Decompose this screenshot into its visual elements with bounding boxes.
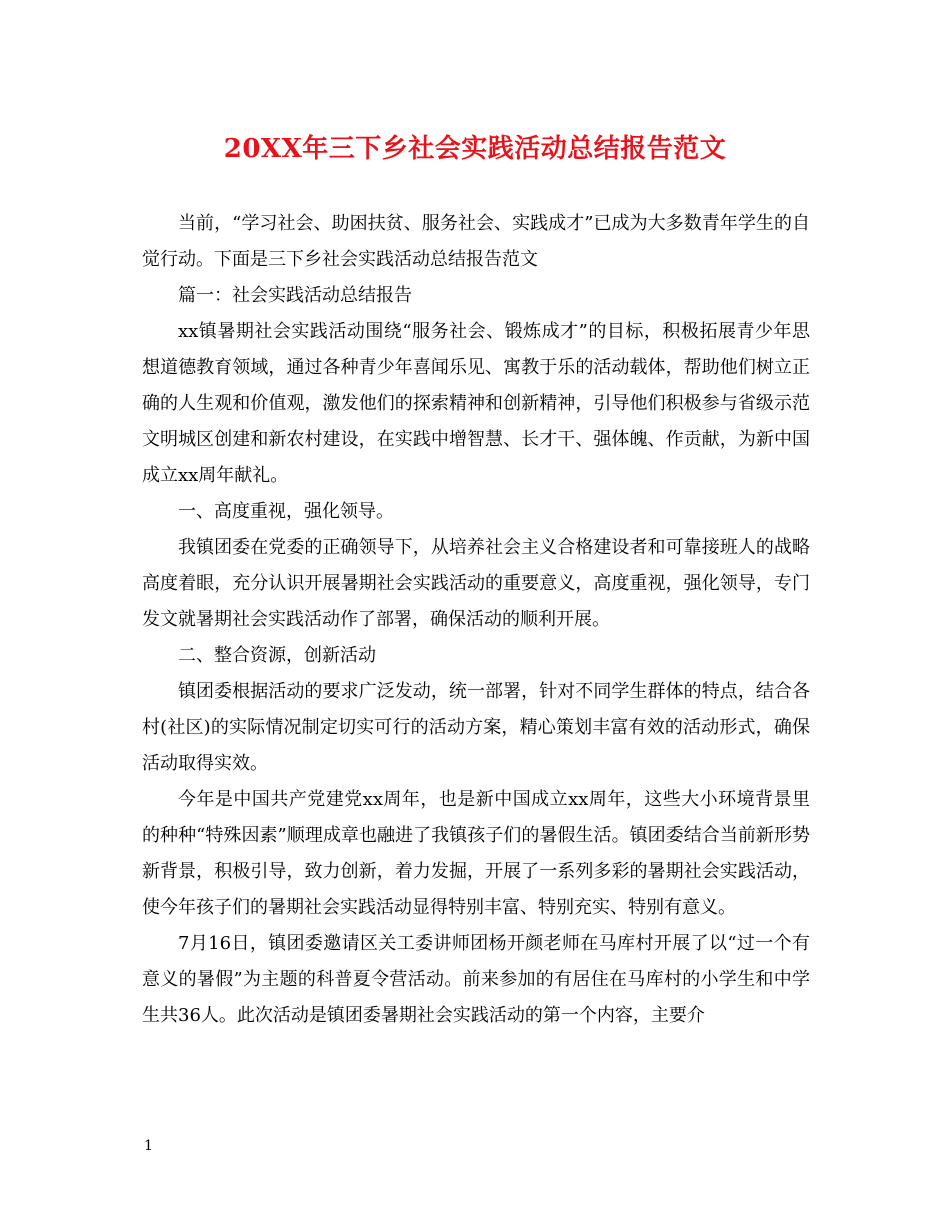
paragraph-section-1-body: 我镇团委在党委的正确领导下，从培养社会主义合格建设者和可靠接班人的战略高度着眼，充分认识开展暑期社会实践活动的重要意义，高度重视，强化领导，专门发文就暑期社会实践活动作了部署，确保活动的顺利开展。 bbox=[142, 537, 810, 630]
page-number: 1 bbox=[144, 1138, 153, 1154]
paragraph-july-event: 7月16日，镇团委邀请区关工委讲师团杨开颜老师在马库村开展了以“过一个有意义的暑假”为主题的科普夏令营活动。前来参加的有居住在马库村的小学生和中学生共36人。此次活动是镇团委暑期社会实践活动的第一个内容，主要介 bbox=[142, 933, 810, 1026]
paragraph-anniversary: 今年是中国共产党建党xx周年，也是新中国成立xx周年，这些大小环境背景里的种种“特殊因素”顺理成章也融进了我镇孩子们的暑假生活。镇团委结合当前新形势新背景，积极引导，致力创新，着力发掘，开展了一系列多彩的暑期社会实践活动，使今年孩子们的暑期社会实践活动显得特别丰富、特别充实、特别有意义。 bbox=[142, 789, 810, 918]
paragraph-section-2-body: 镇团委根据活动的要求广泛发动，统一部署，针对不同学生群体的特点，结合各村(社区)的实际情况制定切实可行的活动方案，精心策划丰富有效的活动形式，确保活动取得实效。 bbox=[142, 681, 810, 774]
document-body bbox=[142, 206, 810, 1034]
document-title: 20XX年三下乡社会实践活动总结报告范文 bbox=[223, 134, 727, 164]
paragraph-chapter-heading: 篇一：社会实践活动总结报告 bbox=[178, 285, 412, 306]
paragraph-section-1-heading: 一、高度重视，强化领导。 bbox=[178, 501, 394, 522]
paragraph-section-2-heading: 二、整合资源，创新活动 bbox=[178, 645, 376, 666]
paragraph-overview: xx镇暑期社会实践活动围绕“服务社会、锻炼成才”的目标，积极拓展青少年思想道德教育领域，通过各种青少年喜闻乐见、寓教于乐的活动载体，帮助他们树立正确的人生观和价值观，激发他们的探索精神和创新精神，引导他们积极参与省级示范文明城区创建和新农村建设，在实践中增智慧、长才干、强体魄、作贡献，为新中国成立xx周年献礼。 bbox=[142, 321, 810, 486]
paragraph-intro: 当前，“学习社会、助困扶贫、服务社会、实践成才”已成为大多数青年学生的自觉行动。下面是三下乡社会实践活动总结报告范文 bbox=[142, 213, 810, 270]
